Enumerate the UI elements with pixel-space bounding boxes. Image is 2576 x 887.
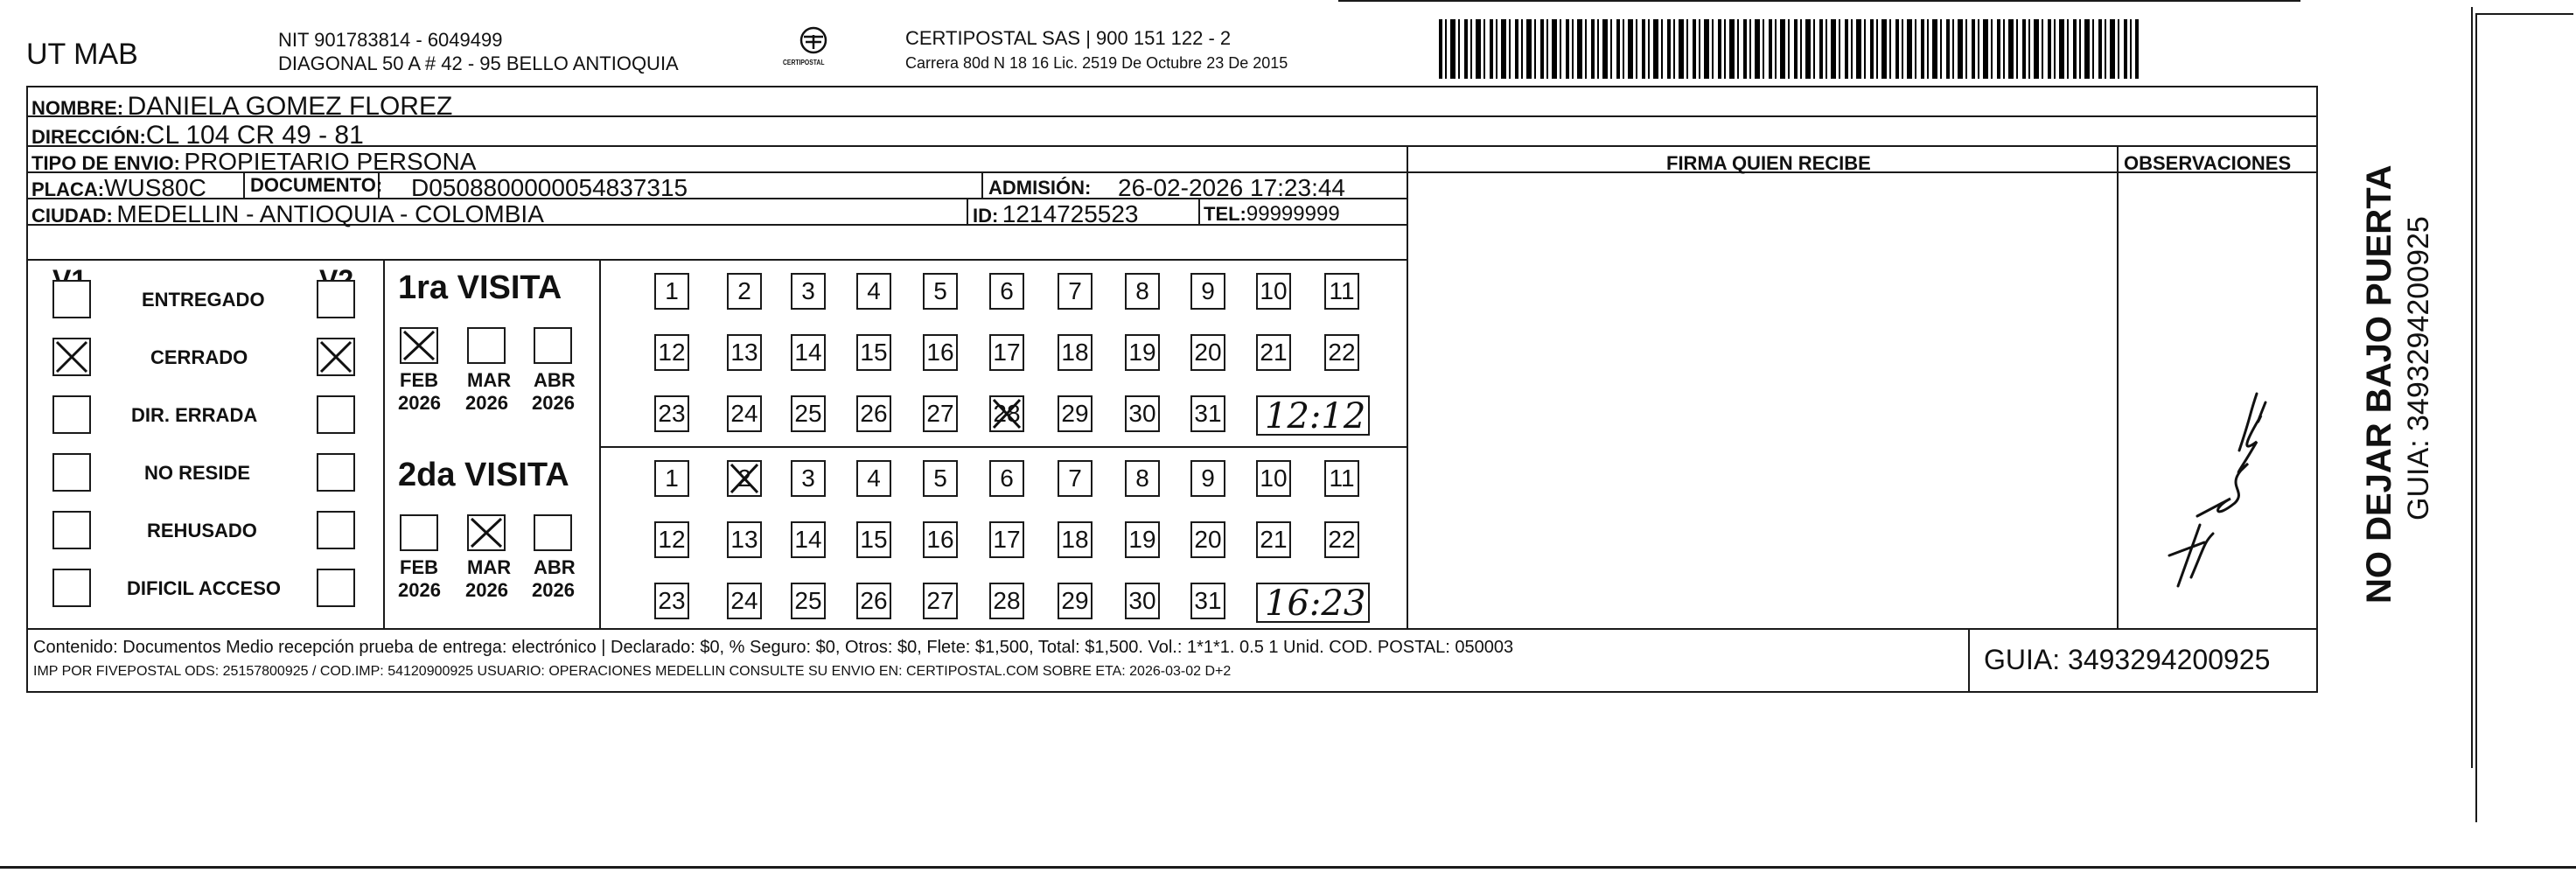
footer-imp: IMP POR FIVEPOSTAL ODS: 25157800925 / COD.IMP: 54120900925 USUARIO: OPERACIONES MEDELLIN CONSULTE SU ENVIO EN: CERTIPOSTAL.COM SOBRE ETA: 2026-03-02 D+2 [33, 664, 1232, 679]
day-box[interactable]: 2 [727, 273, 762, 310]
month-label: ABR [534, 556, 576, 578]
plate-value: WUS80C [104, 174, 206, 201]
month-year: 2026 [532, 579, 575, 601]
status-label: CERRADO [150, 346, 248, 368]
day-box[interactable]: 28 [989, 395, 1024, 432]
v1-checkbox-5[interactable] [52, 569, 91, 607]
day-box[interactable]: 17 [989, 521, 1024, 558]
status-label: NO RESIDE [144, 462, 251, 484]
day-box[interactable]: 10 [1256, 460, 1291, 497]
document-label: DOCUMENTO: [250, 174, 383, 196]
side-instruction: NO DEJAR BAJO PUERTA [2360, 164, 2398, 604]
day-box[interactable]: 12 [654, 334, 689, 371]
month-year: 2026 [398, 392, 441, 414]
day-box[interactable]: 2 [727, 460, 762, 497]
visit-title: 2da VISITA [398, 457, 569, 493]
tel-label: TEL: [1204, 203, 1246, 225]
v1-checkbox-1[interactable] [52, 338, 91, 376]
day-box[interactable]: 9 [1190, 460, 1225, 497]
signature-header: FIRMA QUIEN RECIBE [1666, 152, 1871, 174]
month-checkbox[interactable] [467, 327, 506, 364]
v1-checkbox-3[interactable] [52, 453, 91, 492]
day-box[interactable]: 31 [1190, 583, 1225, 619]
day-box[interactable]: 18 [1058, 334, 1093, 371]
page-edge-right [2475, 13, 2477, 822]
v1-checkbox-4[interactable] [52, 511, 91, 549]
month-label: FEB [400, 369, 438, 391]
v2-checkbox-2[interactable] [317, 395, 355, 434]
day-box[interactable]: 14 [791, 334, 826, 371]
day-box[interactable]: 7 [1058, 460, 1093, 497]
footer-guia: GUIA: 3493294200925 [1984, 644, 2271, 675]
plate-label: PLACA: [31, 178, 105, 200]
day-box[interactable]: 8 [1125, 460, 1160, 497]
day-box[interactable]: 8 [1125, 273, 1160, 310]
day-box[interactable]: 15 [856, 334, 891, 371]
page-border-bottom [0, 866, 2576, 869]
company-nit: NIT 901783814 - 6049499 [278, 29, 503, 51]
observations-header: OBSERVACIONES [2124, 152, 2292, 174]
v2-checkbox-5[interactable] [317, 569, 355, 607]
day-box[interactable]: 11 [1324, 460, 1359, 497]
admission-value: 26-02-2026 17:23:44 [1118, 174, 1345, 201]
side-panel [2327, 114, 2467, 604]
day-box[interactable]: 26 [856, 583, 891, 619]
v1-checkbox-0[interactable] [52, 280, 91, 318]
tel-value: 99999999 [1246, 202, 1340, 226]
day-box[interactable]: 27 [923, 395, 958, 432]
recipient-name: DANIELA GOMEZ FLOREZ [127, 92, 453, 121]
certipostal-logo: CERTIPOSTAL [783, 26, 844, 74]
day-box[interactable]: 26 [856, 395, 891, 432]
day-box[interactable]: 25 [791, 583, 826, 619]
month-checkbox[interactable] [534, 514, 572, 551]
day-box[interactable]: 12 [654, 521, 689, 558]
day-box[interactable]: 23 [654, 583, 689, 619]
company-address: DIAGONAL 50 A # 42 - 95 BELLO ANTIOQUIA [278, 52, 679, 74]
day-box[interactable]: 4 [856, 460, 891, 497]
day-box[interactable]: 29 [1058, 395, 1093, 432]
day-box[interactable]: 21 [1256, 334, 1291, 371]
day-box[interactable]: 24 [727, 583, 762, 619]
month-label: FEB [400, 556, 438, 578]
day-box[interactable]: 19 [1125, 334, 1160, 371]
day-box[interactable]: 30 [1125, 583, 1160, 619]
v2-checkbox-0[interactable] [317, 280, 355, 318]
day-box[interactable]: 11 [1324, 273, 1359, 310]
page-border-top [1338, 0, 2300, 2]
day-box[interactable]: 6 [989, 460, 1024, 497]
month-year: 2026 [465, 579, 508, 601]
city-label: CIUDAD: [31, 205, 113, 227]
day-box[interactable]: 14 [791, 521, 826, 558]
document-value: D0508800000054837315 [411, 174, 688, 201]
v2-checkbox-4[interactable] [317, 511, 355, 549]
day-box[interactable]: 10 [1256, 273, 1291, 310]
address-label: DIRECCIÓN: [31, 126, 146, 148]
day-box[interactable]: 20 [1190, 521, 1225, 558]
day-box[interactable]: 16 [923, 521, 958, 558]
side-guia: GUIA: 3493294200925 [2402, 216, 2435, 520]
day-box[interactable]: 24 [727, 395, 762, 432]
day-box[interactable]: 25 [791, 395, 826, 432]
day-box[interactable]: 17 [989, 334, 1024, 371]
day-box[interactable]: 20 [1190, 334, 1225, 371]
visit-time: 12:12 [1265, 396, 1366, 437]
day-box[interactable]: 15 [856, 521, 891, 558]
visit-time: 16:23 [1265, 583, 1366, 624]
month-year: 2026 [465, 392, 508, 414]
day-box[interactable]: 6 [989, 273, 1024, 310]
v2-checkbox-1[interactable] [317, 338, 355, 376]
day-box[interactable]: 22 [1324, 334, 1359, 371]
id-value: 1214725523 [1002, 200, 1139, 227]
day-box[interactable]: 9 [1190, 273, 1225, 310]
day-box[interactable]: 1 [654, 460, 689, 497]
recipient-address: CL 104 CR 49 - 81 [145, 121, 364, 150]
id-label: ID: [973, 205, 999, 227]
day-box[interactable]: 27 [923, 583, 958, 619]
status-label: REHUSADO [147, 520, 257, 541]
admission-label: ADMISIÓN: [988, 177, 1092, 199]
month-checkbox[interactable] [400, 327, 438, 364]
day-box[interactable]: 22 [1324, 521, 1359, 558]
day-box[interactable]: 29 [1058, 583, 1093, 619]
status-label: ENTREGADO [142, 289, 265, 311]
month-year: 2026 [398, 579, 441, 601]
day-box[interactable]: 21 [1256, 521, 1291, 558]
month-label: MAR [467, 556, 512, 578]
day-box[interactable]: 23 [654, 395, 689, 432]
status-label: DIR. ERRADA [131, 404, 258, 426]
city-value: MEDELLIN - ANTIOQUIA - COLOMBIA [116, 200, 544, 227]
day-box[interactable]: 5 [923, 273, 958, 310]
day-box[interactable]: 28 [989, 583, 1024, 619]
company-name: UT MAB [26, 38, 138, 71]
name-label: NOMBRE: [31, 97, 124, 119]
day-box[interactable]: 31 [1190, 395, 1225, 432]
status-label: DIFICIL ACCESO [127, 577, 282, 599]
certipostal-license: Carrera 80d N 18 16 Lic. 2519 De Octubre 23 De 2015 [905, 54, 1288, 72]
type-label: TIPO DE ENVIO: [31, 152, 180, 174]
day-box[interactable]: 30 [1125, 395, 1160, 432]
month-label: MAR [467, 369, 512, 391]
day-box[interactable]: 19 [1125, 521, 1160, 558]
page-edge-right-top [2477, 13, 2573, 15]
handwritten-signature [2152, 367, 2283, 595]
day-box[interactable]: 5 [923, 460, 958, 497]
form-border-right [2471, 7, 2473, 768]
day-box[interactable]: 16 [923, 334, 958, 371]
day-box[interactable]: 7 [1058, 273, 1093, 310]
day-box[interactable]: 3 [791, 273, 826, 310]
day-box[interactable]: 13 [727, 521, 762, 558]
month-year: 2026 [532, 392, 575, 414]
month-checkbox[interactable] [534, 327, 572, 364]
day-box[interactable]: 4 [856, 273, 891, 310]
day-box[interactable]: 18 [1058, 521, 1093, 558]
v1-checkbox-2[interactable] [52, 395, 91, 434]
month-label: ABR [534, 369, 576, 391]
month-checkbox[interactable] [467, 514, 506, 551]
month-checkbox[interactable] [400, 514, 438, 551]
footer-content: Contenido: Documentos Medio recepción prueba de entrega: electrónico | Declarado: $0, % Seguro: $0, Otros: $0, Flete: $1,500, Total: $1,500. Vol.: 1*1*1. 0.5 1 Unid. COD. POSTAL: 050003 [33, 638, 1514, 657]
certipostal-name: CERTIPOSTAL SAS | 900 151 122 - 2 [905, 27, 1232, 49]
day-box[interactable]: 1 [654, 273, 689, 310]
v2-checkbox-3[interactable] [317, 453, 355, 492]
day-box[interactable]: 13 [727, 334, 762, 371]
shipment-type: PROPIETARIO PERSONA [184, 148, 477, 175]
visit-title: 1ra VISITA [398, 269, 562, 306]
barcode [1439, 19, 2139, 79]
day-box[interactable]: 3 [791, 460, 826, 497]
